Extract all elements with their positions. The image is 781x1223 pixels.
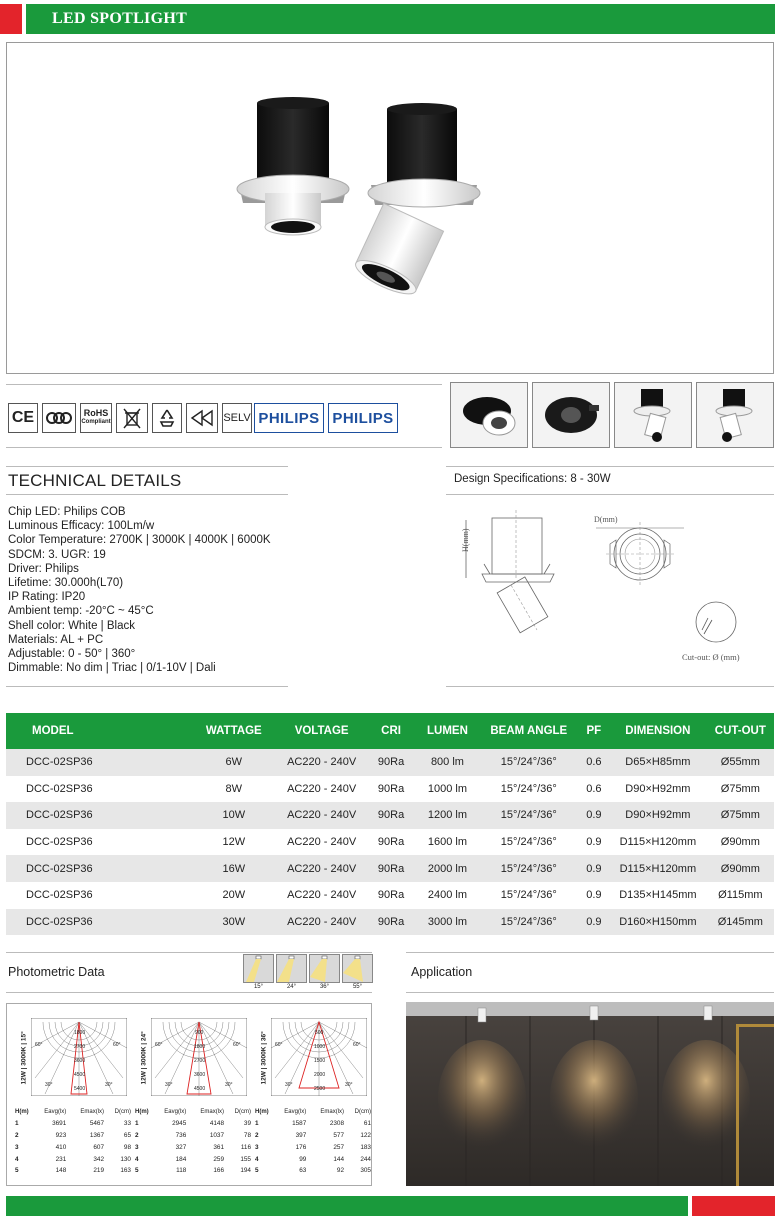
application-heading: Application	[411, 965, 473, 979]
cell-cutout: Ø75mm	[707, 802, 774, 829]
cell-lumen: 800 lm	[416, 749, 479, 776]
cell-cutout: Ø55mm	[707, 749, 774, 776]
svg-text:1500: 1500	[314, 1058, 326, 1064]
photometric-heading: Photometric Data	[8, 965, 105, 979]
column-header: CUT-OUT	[707, 713, 774, 749]
cell-model: DCC-02SP36	[6, 776, 190, 803]
header-red-accent	[0, 4, 22, 34]
footer-red-bar	[692, 1196, 775, 1216]
polar-diagram	[31, 1018, 127, 1096]
ccc-mark-icon	[42, 403, 76, 433]
svg-text:30°: 30°	[105, 1082, 113, 1088]
cell-voltage: AC220 - 240V	[277, 882, 366, 909]
column-header: CRI	[366, 713, 416, 749]
page-title: LED SPOTLIGHT	[52, 10, 188, 27]
spec-line: Dimmable: No dim | Triac | 0/1-10V | Dali	[8, 662, 216, 675]
svg-text:60°: 60°	[155, 1042, 163, 1048]
svg-text:2700: 2700	[194, 1058, 206, 1064]
diameter-label: D(mm)	[594, 515, 618, 524]
beam-angle-label: 36°	[319, 984, 330, 990]
spec-line: Chip LED: Philips COB	[8, 506, 126, 518]
cell-wattage: 8W	[190, 776, 277, 803]
spec-line: Materials: AL + PC	[8, 633, 104, 646]
divider	[446, 466, 774, 467]
recycle-icon	[152, 403, 182, 433]
divider	[6, 494, 288, 495]
svg-text:2000: 2000	[314, 1072, 326, 1078]
application-photo	[406, 1002, 774, 1186]
beam-cone-icon	[243, 954, 274, 983]
product-thumbnail[interactable]	[450, 382, 528, 448]
svg-text:3600: 3600	[194, 1072, 206, 1078]
philips-logo-icon: PHILIPS	[328, 403, 398, 433]
svg-text:2500: 2500	[314, 1086, 326, 1092]
cell-voltage: AC220 - 240V	[277, 802, 366, 829]
cell-wattage: 30W	[190, 909, 277, 936]
spec-line: Driver: Philips	[8, 562, 79, 575]
height-label: H(mm)	[461, 528, 470, 552]
cell-dimension: D115×H120mm	[609, 855, 707, 882]
spec-line: Lifetime: 30.000h(L70)	[8, 577, 124, 590]
divider	[446, 494, 774, 495]
cell-beam-angle: 15°/24°/36°	[479, 855, 579, 882]
divider	[6, 992, 372, 993]
selv-mark-icon: SELV	[222, 403, 252, 433]
cell-beam-angle: 15°/24°/36°	[479, 802, 579, 829]
divider	[406, 992, 774, 993]
cell-model: DCC-02SP36	[6, 882, 190, 909]
cell-voltage: AC220 - 240V	[277, 776, 366, 803]
cell-wattage: 20W	[190, 882, 277, 909]
polar-diagram	[151, 1018, 247, 1096]
ce-mark-icon: CE	[8, 403, 38, 433]
cell-beam-angle: 15°/24°/36°	[479, 882, 579, 909]
svg-text:30°: 30°	[285, 1082, 293, 1088]
spec-line: Adjustable: 0 - 50° | 360°	[8, 648, 136, 661]
spec-line: Shell color: White | Black	[8, 619, 135, 632]
svg-text:30°: 30°	[45, 1082, 53, 1088]
product-hero-image	[6, 42, 774, 374]
divider	[6, 466, 288, 467]
svg-text:60°: 60°	[275, 1042, 283, 1048]
column-header: DIMENSION	[609, 713, 707, 749]
cell-cutout: Ø75mm	[707, 776, 774, 803]
column-header: BEAM ANGLE	[479, 713, 579, 749]
svg-text:1000: 1000	[314, 1044, 326, 1050]
svg-text:1800: 1800	[194, 1044, 206, 1050]
illuminance-table: H(m) Eavg(lx) Emax(lx) D(cm) 1 3691 5467 33 2 923 1367 65 3 410 607 98 4 231 342 130 5 148 219 163	[15, 1108, 131, 1175]
cell-voltage: AC220 - 240V	[277, 909, 366, 936]
cell-dimension: D90×H92mm	[609, 802, 707, 829]
product-thumbnail[interactable]	[532, 382, 610, 448]
technical-details-list	[8, 505, 271, 675]
cell-cri: 90Ra	[366, 802, 416, 829]
photometric-charts	[6, 1003, 372, 1186]
cell-cutout: Ø145mm	[707, 909, 774, 936]
cell-model: DCC-02SP36	[6, 909, 190, 936]
table-row	[6, 855, 774, 882]
spotlight-product-illustration	[7, 43, 773, 373]
cell-lumen: 3000 lm	[416, 909, 479, 936]
column-header: MODEL	[6, 713, 190, 749]
cell-cri: 90Ra	[366, 776, 416, 803]
page-header	[0, 0, 781, 38]
svg-text:4500: 4500	[74, 1072, 86, 1078]
divider	[6, 686, 288, 687]
svg-text:60°: 60°	[233, 1042, 241, 1048]
cell-lumen: 1600 lm	[416, 829, 479, 856]
divider	[6, 952, 372, 953]
design-specifications-heading: Design Specifications: 8 - 30W	[454, 473, 611, 485]
cell-pf: 0.6	[579, 749, 609, 776]
cell-model: DCC-02SP36	[6, 802, 190, 829]
svg-text:30°: 30°	[225, 1082, 233, 1088]
spec-line: IP Rating: IP20	[8, 591, 86, 604]
beam-cone-icon	[309, 954, 340, 983]
svg-text:2700: 2700	[74, 1044, 86, 1050]
beam-cone-icon	[276, 954, 307, 983]
svg-text:30°: 30°	[165, 1082, 173, 1088]
spec-line: Ambient temp: -20°C ~ 45°C	[8, 605, 154, 618]
philips-logo-icon: PHILIPS	[254, 403, 324, 433]
technical-details-heading: TECHNICAL DETAILS	[8, 471, 182, 490]
svg-text:4500: 4500	[194, 1086, 206, 1092]
cell-pf: 0.6	[579, 776, 609, 803]
product-thumbnails	[450, 382, 775, 450]
cell-model: DCC-02SP36	[6, 855, 190, 882]
cell-wattage: 10W	[190, 802, 277, 829]
table-row	[6, 909, 774, 936]
spec-line: Luminous Efficacy: 100Lm/w	[8, 520, 155, 533]
table-row	[6, 802, 774, 829]
beam-angle-option	[243, 954, 274, 992]
chart-side-label: 12W | 3000K | 24°	[140, 1031, 148, 1085]
beam-angle-label: 55°	[352, 984, 363, 990]
table-row	[6, 882, 774, 909]
cell-wattage: 12W	[190, 829, 277, 856]
cell-voltage: AC220 - 240V	[277, 855, 366, 882]
cell-beam-angle: 15°/24°/36°	[479, 749, 579, 776]
cell-cri: 90Ra	[366, 909, 416, 936]
divider	[406, 952, 774, 953]
cell-beam-angle: 15°/24°/36°	[479, 909, 579, 936]
column-header: PF	[579, 713, 609, 749]
product-thumbnail[interactable]	[696, 382, 774, 448]
cell-dimension: D115×H120mm	[609, 829, 707, 856]
spec-line: SDCM: 3. UGR: 19	[8, 548, 106, 561]
model-spec-table	[6, 713, 774, 935]
cell-pf: 0.9	[579, 882, 609, 909]
divider	[446, 686, 774, 687]
svg-text:900: 900	[195, 1030, 204, 1036]
cell-dimension: D160×H150mm	[609, 909, 707, 936]
cell-dimension: D65×H85mm	[609, 749, 707, 776]
table-header-row	[6, 713, 774, 749]
svg-text:1800: 1800	[74, 1030, 86, 1036]
svg-text:5400: 5400	[74, 1086, 86, 1092]
cell-pf: 0.9	[579, 802, 609, 829]
table-row	[6, 776, 774, 803]
column-header: WATTAGE	[190, 713, 277, 749]
beam-angle-option	[342, 954, 373, 992]
illuminance-table: H(m) Eavg(lx) Emax(lx) D(cm) 1 1587 2308 61 2 397 577 122 3 176 257 183 4 99 144 244 5 63 92 305	[255, 1108, 371, 1175]
cell-lumen: 2000 lm	[416, 855, 479, 882]
cell-pf: 0.9	[579, 909, 609, 936]
svg-text:500: 500	[315, 1030, 324, 1036]
illuminance-table: H(m) Eavg(lx) Emax(lx) D(cm) 1 2945 4148 39 2 736 1037 78 3 327 361 116 4 184 259 155 5 118 166 194	[135, 1108, 251, 1175]
product-thumbnail[interactable]	[614, 382, 692, 448]
lamp-certification-icon	[186, 403, 218, 433]
table-row	[6, 749, 774, 776]
cell-cutout: Ø90mm	[707, 829, 774, 856]
column-header: VOLTAGE	[277, 713, 366, 749]
cell-cri: 90Ra	[366, 855, 416, 882]
cell-beam-angle: 15°/24°/36°	[479, 829, 579, 856]
beam-angle-label: 15°	[253, 984, 264, 990]
cell-cutout: Ø90mm	[707, 855, 774, 882]
cell-cri: 90Ra	[366, 829, 416, 856]
cell-model: DCC-02SP36	[6, 749, 190, 776]
cell-cri: 90Ra	[366, 882, 416, 909]
cell-lumen: 2400 lm	[416, 882, 479, 909]
wall-wash-scene	[406, 1002, 774, 1186]
column-header: LUMEN	[416, 713, 479, 749]
cell-dimension: D90×H92mm	[609, 776, 707, 803]
cell-voltage: AC220 - 240V	[277, 749, 366, 776]
polar-diagram	[271, 1018, 367, 1096]
chart-side-label: 12W | 3000K | 15°	[20, 1031, 28, 1085]
svg-text:60°: 60°	[353, 1042, 361, 1048]
svg-text:60°: 60°	[113, 1042, 121, 1048]
svg-text:30°: 30°	[345, 1082, 353, 1088]
cell-voltage: AC220 - 240V	[277, 829, 366, 856]
cell-wattage: 6W	[190, 749, 277, 776]
footer-green-bar	[6, 1196, 688, 1216]
cutout-label: Cut-out: Ø (mm)	[682, 652, 740, 662]
spec-line: Color Temperature: 2700K | 3000K | 4000K | 6000K	[8, 534, 271, 547]
weee-bin-icon	[116, 403, 148, 433]
beam-angle-label: 24°	[286, 984, 297, 990]
svg-text:60°: 60°	[35, 1042, 43, 1048]
beam-angle-option	[276, 954, 307, 992]
cell-model: DCC-02SP36	[6, 829, 190, 856]
cell-cri: 90Ra	[366, 749, 416, 776]
cell-pf: 0.9	[579, 855, 609, 882]
cell-lumen: 1000 lm	[416, 776, 479, 803]
chart-side-label: 12W | 3000K | 36°	[260, 1031, 268, 1085]
cell-wattage: 16W	[190, 855, 277, 882]
certification-strip	[6, 384, 442, 448]
cell-dimension: D135×H145mm	[609, 882, 707, 909]
svg-text:3600: 3600	[74, 1058, 86, 1064]
rohs-badge-icon: RoHS Compliant	[80, 403, 112, 433]
cell-pf: 0.9	[579, 829, 609, 856]
dimension-drawing	[446, 500, 774, 680]
cell-lumen: 1200 lm	[416, 802, 479, 829]
beam-angle-option	[309, 954, 340, 992]
cell-beam-angle: 15°/24°/36°	[479, 776, 579, 803]
beam-cone-icon	[342, 954, 373, 983]
cell-cutout: Ø115mm	[707, 882, 774, 909]
table-row	[6, 829, 774, 856]
